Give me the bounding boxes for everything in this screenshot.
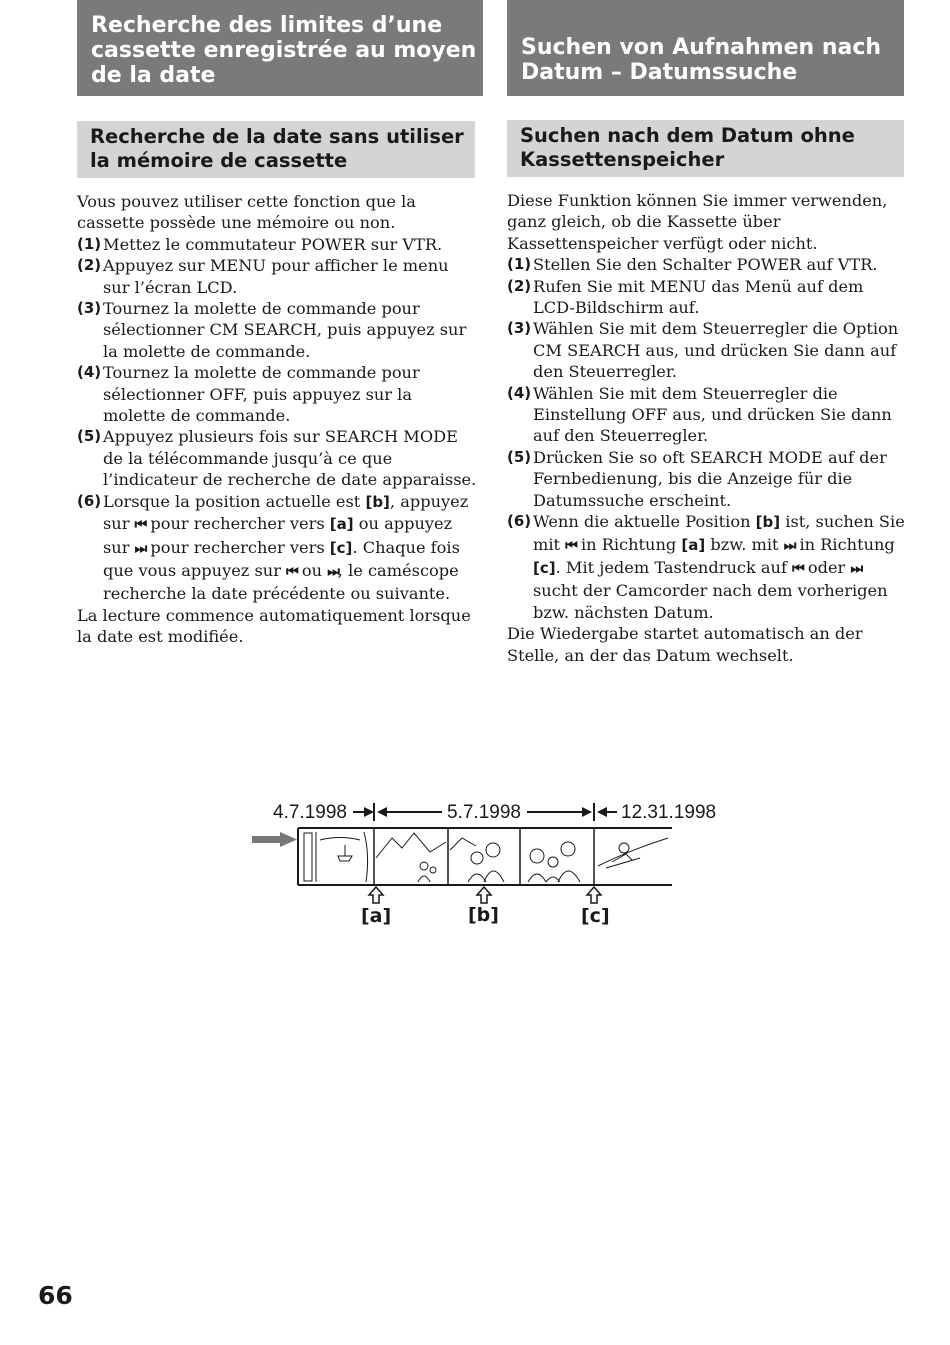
step-number: (1) bbox=[507, 255, 532, 274]
intro-paragraph: Vous pouvez utiliser cette fonction que la cassette possède une mémoire ou non. bbox=[77, 192, 416, 233]
step-number: (4) bbox=[507, 383, 532, 402]
page-number: 66 bbox=[38, 1281, 73, 1310]
step-text: oder bbox=[802, 557, 851, 577]
step-text: Mettez le commutateur POWER sur VTR. bbox=[103, 234, 443, 254]
step-text: Wählen Sie mit dem Steuerregler die Option CM SEARCH aus, und drücken Sie dann auf den Steuerregler. bbox=[533, 319, 899, 382]
step-text: pour rechercher vers bbox=[145, 537, 330, 557]
skip-back-icon: ⏮ bbox=[565, 537, 576, 554]
step-text: Lorsque la position actuelle est bbox=[103, 491, 366, 511]
step-number: (3) bbox=[77, 299, 102, 318]
position-markers bbox=[369, 887, 601, 903]
subheading-fr-text: Recherche de la date sans utiliser la mémoire de cassette bbox=[90, 125, 464, 172]
film-strip bbox=[298, 828, 672, 885]
skip-forward-icon: ⏭ bbox=[134, 540, 146, 557]
tape-direction-arrow bbox=[252, 832, 297, 847]
step-text: ou appuyez sur bbox=[103, 514, 453, 557]
step-text: Stellen Sie den Schalter POWER auf VTR. bbox=[533, 255, 878, 275]
step-text: ist, suchen Sie mit bbox=[533, 512, 905, 554]
skip-back-icon: ⏮ bbox=[792, 560, 803, 577]
step-text: Rufen Sie mit MENU das Menü auf dem LCD-Bildschirm auf. bbox=[533, 276, 864, 318]
section-title-de-text: Suchen von Aufnahmen nach Datum – Datumssuche bbox=[521, 35, 882, 85]
skip-back-icon: ⏮ bbox=[286, 563, 297, 580]
ref-b: [b] bbox=[365, 492, 390, 511]
outro-paragraph: Die Wiedergabe startet automatisch an der Stelle, an der das Datum wechselt. bbox=[507, 624, 863, 665]
step-text: Appuyez sur MENU pour afficher le menu sur l’écran LCD. bbox=[103, 256, 449, 297]
ref-b: [b] bbox=[755, 513, 781, 532]
ref-a: [a] bbox=[681, 535, 706, 554]
date-label-2: 5.7.1998 bbox=[447, 802, 521, 823]
step-number: (5) bbox=[507, 447, 532, 466]
outro-paragraph: La lecture commence automatiquement lorsque la date est modifiée. bbox=[77, 605, 471, 647]
step-text: , appuyez sur bbox=[103, 491, 469, 534]
step-text: in Richtung bbox=[575, 534, 682, 554]
ref-c: [c] bbox=[533, 558, 556, 577]
step-number: (3) bbox=[507, 319, 532, 338]
step-text: Wählen Sie mit dem Steuerregler die Einstellung OFF aus, und drücken Sie dann auf den Steuerregler. bbox=[533, 383, 892, 446]
step-text: Appuyez plusieurs fois sur SEARCH MODE de la télécommande jusqu’à ce que l’indicateur de recherche de date apparaisse. bbox=[103, 427, 477, 490]
section-title-fr-text: Recherche des limites d’une cassette enregistrée au moyen de la date bbox=[91, 13, 477, 88]
step-number: (2) bbox=[77, 256, 102, 275]
step-text: Wenn die aktuelle Position bbox=[533, 512, 756, 532]
skip-back-icon: ⏮ bbox=[134, 517, 146, 534]
date-label-1: 4.7.1998 bbox=[273, 802, 347, 823]
step-number: (6) bbox=[77, 491, 102, 510]
step-text: pour rechercher vers bbox=[145, 514, 330, 534]
skip-forward-icon: ⏭ bbox=[327, 563, 338, 580]
label-b: [b] bbox=[468, 904, 499, 926]
intro-paragraph: Diese Funktion können Sie immer verwenden, ganz gleich, ob die Kassette über Kassettenspeicher verfügt oder nicht. bbox=[507, 191, 888, 253]
step-text: sucht der Camcorder nach dem vorherigen bzw. nächsten Datum. bbox=[533, 581, 888, 622]
step-text: Tournez la molette de commande pour sélectionner OFF, puis appuyez sur la molette de commande. bbox=[103, 363, 420, 426]
step-text: . Chaque fois que vous appuyez sur bbox=[103, 537, 460, 580]
step-number: (5) bbox=[77, 427, 102, 446]
ref-a: [a] bbox=[329, 515, 354, 534]
date-label-3: 12.31.1998 bbox=[621, 802, 717, 823]
step-number: (2) bbox=[507, 276, 532, 295]
step-number: (6) bbox=[507, 512, 532, 531]
step-text: bzw. mit bbox=[705, 534, 784, 554]
skip-forward-icon: ⏭ bbox=[850, 560, 862, 577]
step-text: in Richtung bbox=[794, 534, 895, 554]
label-c: [c] bbox=[581, 905, 610, 927]
subheading-de-text: Suchen nach dem Datum ohne Kassettenspeicher bbox=[520, 124, 855, 171]
step-text: , le caméscope recherche la date précédente ou suivante. bbox=[103, 560, 459, 604]
step-number: (1) bbox=[77, 234, 102, 253]
step-text: ou bbox=[296, 560, 328, 580]
step-number: (4) bbox=[77, 363, 102, 382]
skip-forward-icon: ⏭ bbox=[783, 537, 795, 554]
ref-c: [c] bbox=[329, 538, 353, 557]
step-text: . Mit jedem Tastendruck auf bbox=[555, 557, 793, 577]
step-text: Tournez la molette de commande pour sélectionner CM SEARCH, puis appuyez sur la molette de commande. bbox=[103, 299, 467, 361]
step-text: Drücken Sie so oft SEARCH MODE auf der Fernbedienung, bis die Anzeige für die Datumssuche erscheint. bbox=[533, 447, 887, 510]
label-a: [a] bbox=[361, 905, 392, 927]
